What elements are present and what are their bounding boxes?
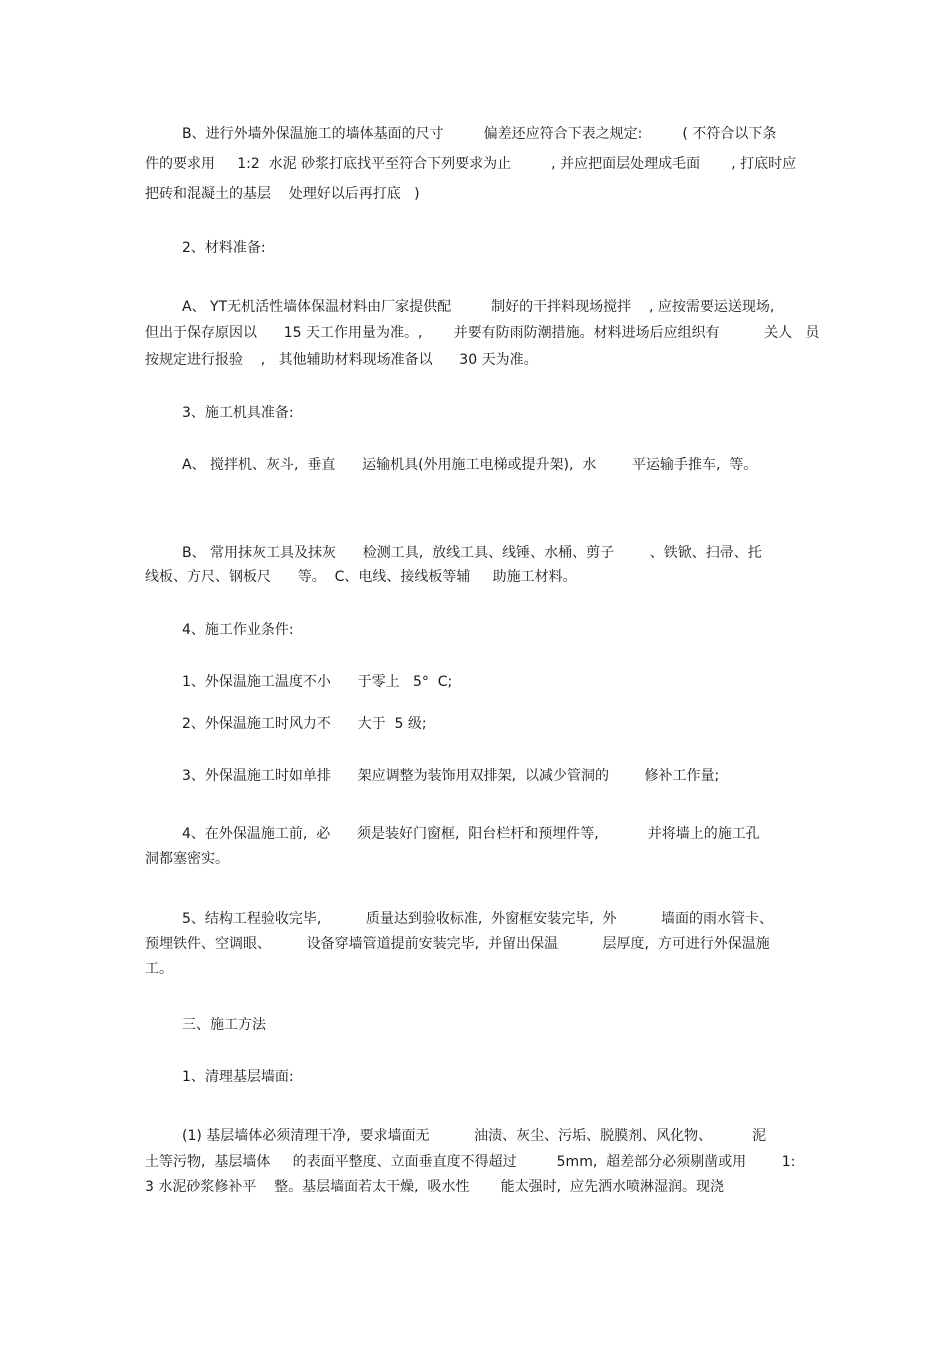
text-line: 1、外保温施工温度不小 于零上 5° C; (182, 674, 453, 690)
section-heading: 4、施工作业条件: (182, 622, 294, 638)
text-line: 工。 (145, 961, 173, 977)
section-heading: 3、施工机具准备: (182, 405, 294, 421)
section-heading: 1、清理基层墙面: (182, 1069, 294, 1085)
text-line: 4、在外保温施工前, 必 须是装好门窗框, 阳台栏杆和预埋件等, 并将墙上的施工孔 (182, 826, 760, 842)
text-line: B、进行外墙外保温施工的墙体基面的尺寸 偏差还应符合下表之规定: ( 不符合以下条 (182, 126, 777, 142)
text-line: 件的要求用 1:2 水泥 砂浆打底找平至符合下列要求为止 , 并应把面层处理成毛面 , 打底时应 (145, 156, 797, 172)
text-line: A、 YT无机活性墙体保温材料由厂家提供配 制好的干拌料现场搅拌 , 应按需要运送现场, (182, 299, 775, 315)
text-line: 2、外保温施工时风力不 大于 5 级; (182, 716, 427, 732)
text-line: 但出于保存原因以 15 天工作用量为准。, 并要有防雨防潮措施。材料进场后应组织有 关人 员 (145, 325, 820, 341)
text-line: 土等污物, 基层墙体 的表面平整度、立面垂直度不得超过 5mm, 超差部分必须剔凿或用 1: (145, 1154, 796, 1170)
text-line: (1) 基层墙体必须清理干净, 要求墙面无 油渍、灰尘、污垢、脱膜剂、风化物、 泥 (182, 1128, 767, 1144)
text-line: 线板、方尺、钢板尺 等。 C、电线、接线板等辅 助施工材料。 (145, 569, 577, 585)
text-line: 把砖和混凝土的基层 处理好以后再打底 ) (145, 186, 420, 202)
text-line: 预埋铁件、空调眼、 设备穿墙管道提前安装完毕, 并留出保温 层厚度, 方可进行外保温施 (145, 936, 770, 952)
text-line: 按规定进行报验 , 其他辅助材料现场准备以 30 天为准。 (145, 352, 538, 368)
text-line: B、 常用抹灰工具及抹灰 检测工具, 放线工具、线锤、水桶、剪子 、铁锨、扫帚、托 (182, 545, 762, 561)
text-line: A、 搅拌机、灰斗, 垂直 运输机具(外用施工电梯或提升架), 水 平运输手推车, 等。 (182, 457, 758, 473)
text-line: 3、外保温施工时如单排 架应调整为装饰用双排架, 以减少管洞的 修补工作量; (182, 768, 720, 784)
text-line: 3 水泥砂浆修补平 整。基层墙面若太干燥, 吸水性 能太强时, 应先洒水喷淋湿润。现浇 (145, 1179, 725, 1195)
section-heading: 2、材料准备: (182, 240, 266, 256)
text-line: 洞都塞密实。 (145, 851, 229, 867)
text-line: 5、结构工程验收完毕, 质量达到验收标准, 外窗框安装完毕, 外 墙面的雨水管卡、 (182, 911, 774, 927)
section-heading: 三、施工方法 (182, 1017, 266, 1033)
